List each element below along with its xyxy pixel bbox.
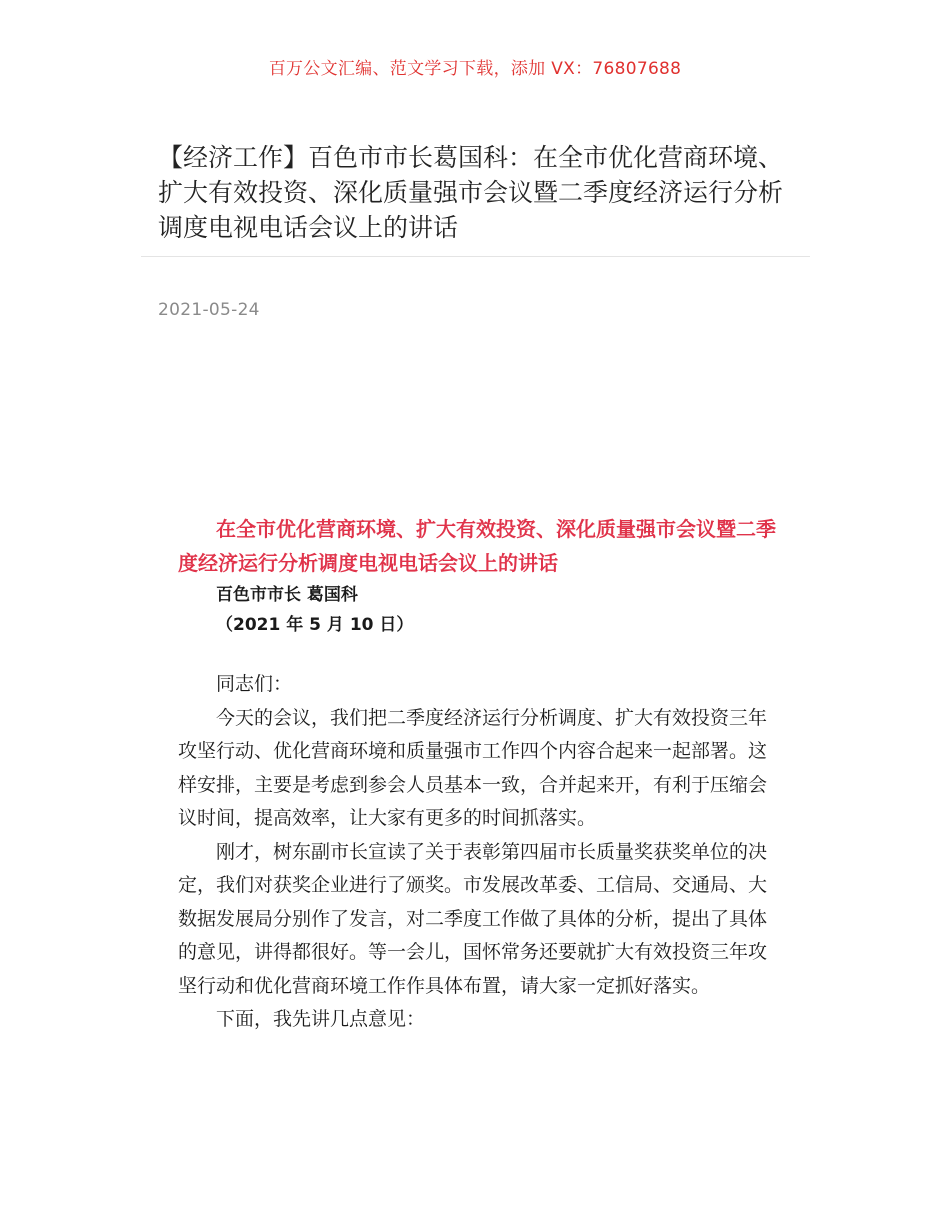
header-divider: [141, 256, 810, 257]
paragraph-greeting: 同志们：: [216, 673, 293, 695]
paragraph-1: 今天的会议，我们把二季度经济运行分析调度、扩大有效投资三年攻坚行动、优化营商环境和质量强市工作四个内容合起来一起部署。这样安排，主要是考虑到参会人员基本一致，合并起来开，有利于压缩会议时间，提高效率，让大家有更多的时间抓落实。: [178, 706, 768, 829]
article-body: [178, 512, 778, 1037]
speech-speaker: 百色市市长 葛国科: [216, 585, 358, 605]
article-headline: 【经济工作】百色市市长葛国科：在全市优化营商环境、扩大有效投资、深化质量强市会议暨二季度经济运行分析调度电视电话会议上的讲话: [158, 143, 784, 242]
paragraph-2: 刚才，树东副市长宣读了关于表彰第四届市长质量奖获奖单位的决定，我们对获奖企业进行了颁奖。市发展改革委、工信局、交通局、大数据发展局分别作了发言，对二季度工作做了具体的分析，提出了具体的意见，讲得都很好。等一会儿，国怀常务还要就扩大有效投资三年攻坚行动和优化营商环境工作作具体布置，请大家一定抓好落实。: [178, 840, 768, 997]
paragraph-3: 下面，我先讲几点意见：: [216, 1008, 426, 1030]
speech-date: （2021 年 5 月 10 日）: [216, 615, 414, 635]
publish-date: 2021-05-24: [158, 300, 260, 320]
promo-banner: 百万公文汇编、范文学习下载，添加 VX：76807688: [268, 59, 682, 79]
speech-title: 在全市优化营商环境、扩大有效投资、深化质量强市会议暨二季度经济运行分析调度电视电话会议上的讲话: [178, 517, 776, 575]
